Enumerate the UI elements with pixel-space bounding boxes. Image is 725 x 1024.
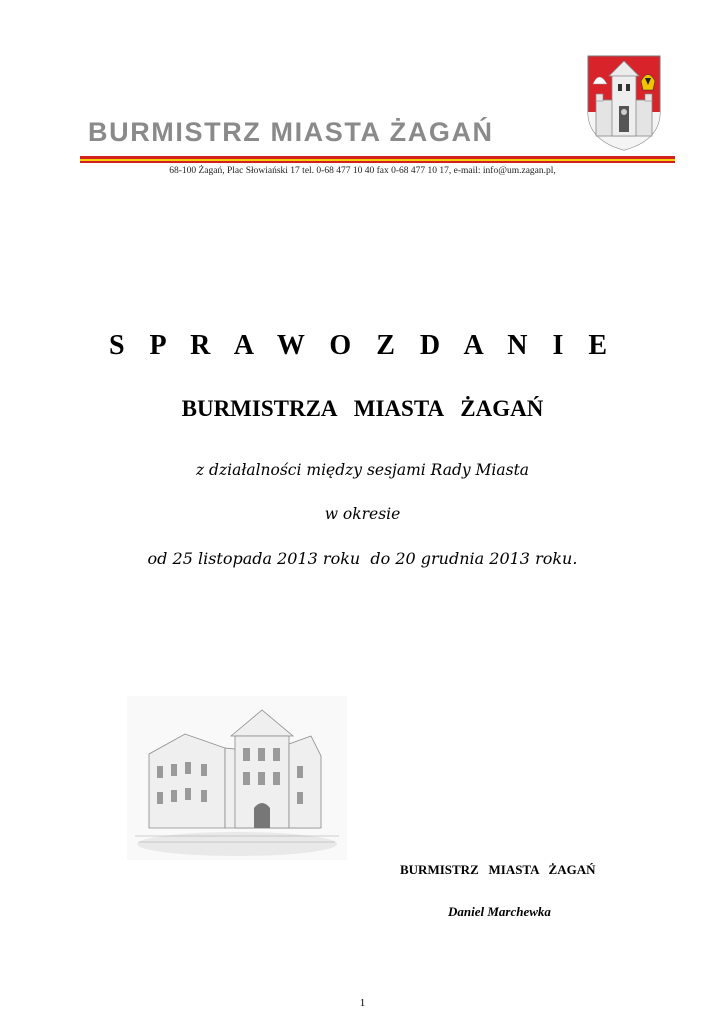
signature-name: Daniel Marchewka (448, 904, 551, 919)
coat-of-arms-icon (585, 54, 663, 152)
header-stripe-red-bottom (80, 161, 675, 163)
document-line-period-label: w okresie (324, 505, 401, 523)
header-address: 68-100 Żagań, Plac Słowiański 17 tel. 0-68 477 10 40 fax 0-68 477 10 17, e-mail: info@um.zagan.pl, (169, 166, 556, 176)
document-line-activity: z działalności między sesjami Rady Miasta (195, 461, 530, 479)
town-hall-drawing-icon (127, 696, 347, 860)
document-subtitle: BURMISTRZA MIASTA ŻAGAŃ (181, 396, 544, 421)
page-number: 1 (359, 997, 366, 1009)
document-line-date-range: od 25 listopada 2013 roku do 20 grudnia 2013 roku. (147, 549, 578, 568)
document-title: S P R A W O Z D A N I E (108, 330, 617, 361)
header-title: BURMISTRZ MIASTA ŻAGAŃ (88, 117, 494, 147)
signature-title: BURMISTRZ MIASTA ŻAGAŃ (400, 862, 596, 877)
